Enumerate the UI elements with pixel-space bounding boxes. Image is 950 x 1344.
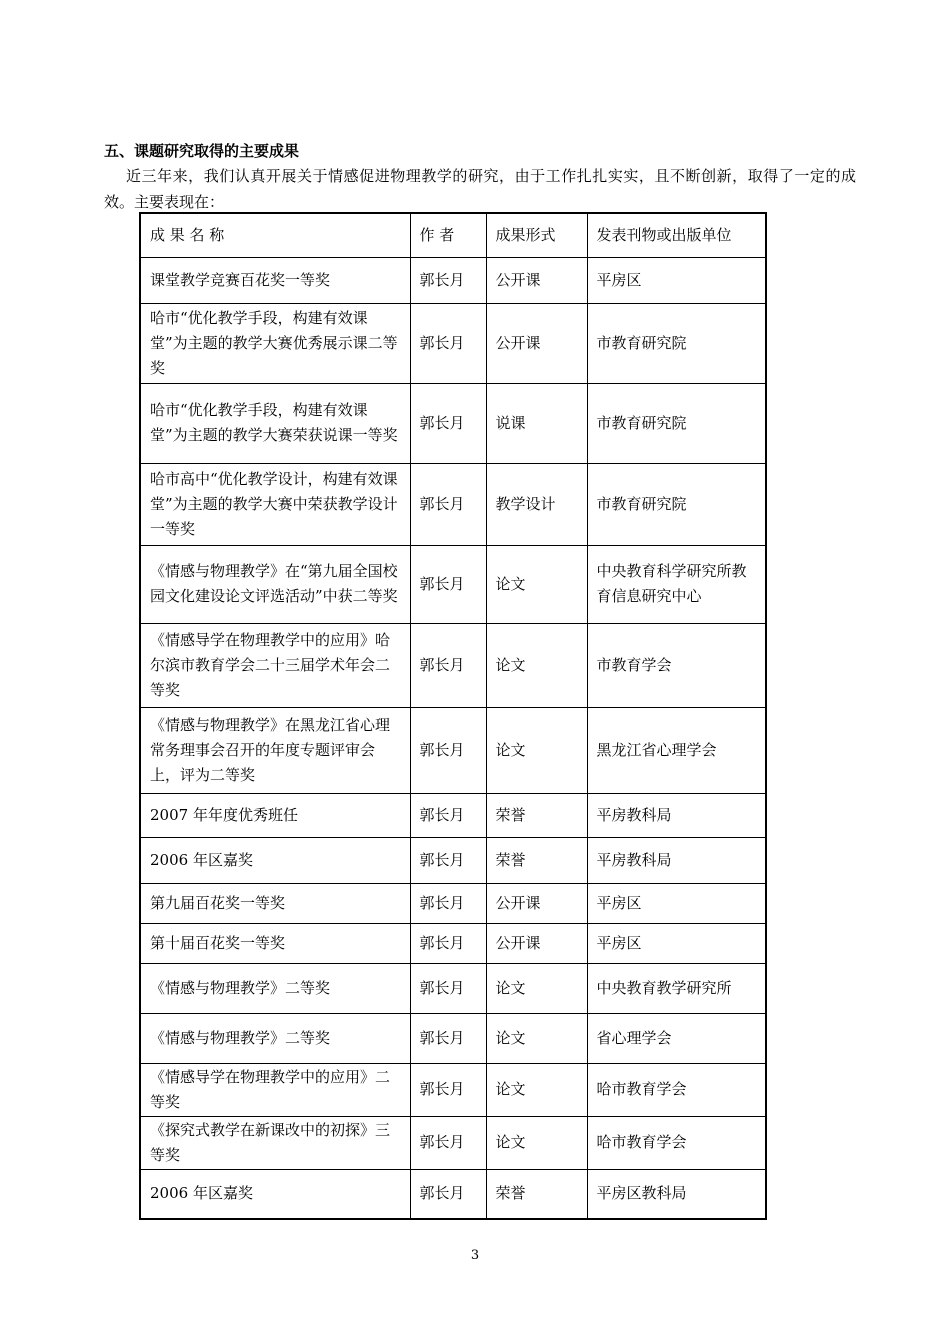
achievement-name-cell: 哈市高中“优化教学设计，构建有效课堂”为主题的教学大赛中荣获教学设计一等奖 bbox=[140, 463, 410, 545]
header-form: 成果形式 bbox=[486, 213, 587, 257]
table-row bbox=[140, 1013, 766, 1063]
header-publisher: 发表刊物或出版单位 bbox=[587, 213, 766, 257]
table-row bbox=[140, 1169, 766, 1219]
publisher-cell: 市教育研究院 bbox=[587, 463, 766, 545]
form-cell: 论文 bbox=[486, 1063, 587, 1116]
achievement-name-cell: 《探究式教学在新课改中的初探》三等奖 bbox=[140, 1116, 410, 1169]
author-cell: 郭长月 bbox=[410, 257, 486, 303]
author-cell: 郭长月 bbox=[410, 883, 486, 923]
author-cell: 郭长月 bbox=[410, 837, 486, 883]
table-row bbox=[140, 1116, 766, 1169]
author-cell: 郭长月 bbox=[410, 923, 486, 963]
publisher-cell: 黑龙江省心理学会 bbox=[587, 707, 766, 793]
table-row bbox=[140, 463, 766, 545]
achievement-name-cell: 课堂教学竞赛百花奖一等奖 bbox=[140, 257, 410, 303]
achievement-name-cell: 2006 年区嘉奖 bbox=[140, 837, 410, 883]
author-cell: 郭长月 bbox=[410, 963, 486, 1013]
achievement-name-cell: 2007 年年度优秀班任 bbox=[140, 793, 410, 837]
form-cell: 论文 bbox=[486, 1116, 587, 1169]
form-cell: 论文 bbox=[486, 707, 587, 793]
achievement-name-cell: 《情感与物理教学》二等奖 bbox=[140, 1013, 410, 1063]
form-cell: 荣誉 bbox=[486, 1169, 587, 1219]
achievement-name-cell: 《情感与物理教学》在黑龙江省心理常务理事会召开的年度专题评审会上，评为二等奖 bbox=[140, 707, 410, 793]
achievement-name-cell: 2006 年区嘉奖 bbox=[140, 1169, 410, 1219]
publisher-cell: 中央教育科学研究所教育信息研究中心 bbox=[587, 545, 766, 623]
author-cell: 郭长月 bbox=[410, 793, 486, 837]
author-cell: 郭长月 bbox=[410, 707, 486, 793]
table-row bbox=[140, 545, 766, 623]
form-cell: 论文 bbox=[486, 963, 587, 1013]
form-cell: 公开课 bbox=[486, 923, 587, 963]
table-row bbox=[140, 623, 766, 707]
table-row bbox=[140, 963, 766, 1013]
author-cell: 郭长月 bbox=[410, 1169, 486, 1219]
author-cell: 郭长月 bbox=[410, 303, 486, 383]
publisher-cell: 平房区教科局 bbox=[587, 1169, 766, 1219]
publisher-cell: 平房区 bbox=[587, 257, 766, 303]
form-cell: 论文 bbox=[486, 1013, 587, 1063]
form-cell: 公开课 bbox=[486, 303, 587, 383]
publisher-cell: 哈市教育学会 bbox=[587, 1116, 766, 1169]
form-cell: 公开课 bbox=[486, 257, 587, 303]
achievement-name-cell: 哈市“优化教学手段，构建有效课堂”为主题的教学大赛荣获说课一等奖 bbox=[140, 383, 410, 463]
achievement-name-cell: 第九届百花奖一等奖 bbox=[140, 883, 410, 923]
form-cell: 论文 bbox=[486, 545, 587, 623]
publisher-cell: 市教育研究院 bbox=[587, 383, 766, 463]
author-cell: 郭长月 bbox=[410, 1063, 486, 1116]
form-cell: 荣誉 bbox=[486, 793, 587, 837]
author-cell: 郭长月 bbox=[410, 383, 486, 463]
publisher-cell: 市教育学会 bbox=[587, 623, 766, 707]
table-row bbox=[140, 923, 766, 963]
publisher-cell: 中央教育教学研究所 bbox=[587, 963, 766, 1013]
intro-paragraph: 近三年来，我们认真开展关于情感促进物理教学的研究，由于工作扎扎实实，且不断创新，取得了一定的成效。主要表现在： bbox=[104, 167, 856, 211]
author-cell: 郭长月 bbox=[410, 1116, 486, 1169]
page-number: 3 bbox=[470, 1248, 480, 1263]
table-row bbox=[140, 793, 766, 837]
header-achievement-name: 成 果 名 称 bbox=[140, 213, 410, 257]
header-author: 作 者 bbox=[410, 213, 486, 257]
achievement-name-cell: 《情感导学在物理教学中的应用》二等奖 bbox=[140, 1063, 410, 1116]
table-row bbox=[140, 1063, 766, 1116]
author-cell: 郭长月 bbox=[410, 463, 486, 545]
publisher-cell: 省心理学会 bbox=[587, 1013, 766, 1063]
section-heading: 五、课题研究取得的主要成果 bbox=[104, 142, 300, 160]
form-cell: 公开课 bbox=[486, 883, 587, 923]
achievement-name-cell: 第十届百花奖一等奖 bbox=[140, 923, 410, 963]
author-cell: 郭长月 bbox=[410, 545, 486, 623]
achievement-name-cell: 《情感导学在物理教学中的应用》哈尔滨市教育学会二十三届学术年会二等奖 bbox=[140, 623, 410, 707]
author-cell: 郭长月 bbox=[410, 623, 486, 707]
form-cell: 教学设计 bbox=[486, 463, 587, 545]
table-row bbox=[140, 383, 766, 463]
publisher-cell: 市教育研究院 bbox=[587, 303, 766, 383]
achievements-table bbox=[139, 212, 767, 1220]
publisher-cell: 平房区 bbox=[587, 923, 766, 963]
publisher-cell: 哈市教育学会 bbox=[587, 1063, 766, 1116]
achievement-name-cell: 《情感与物理教学》二等奖 bbox=[140, 963, 410, 1013]
table-header-row bbox=[140, 213, 766, 257]
table-row bbox=[140, 837, 766, 883]
achievement-name-cell: 哈市“优化教学手段，构建有效课堂”为主题的教学大赛优秀展示课二等奖 bbox=[140, 303, 410, 383]
author-cell: 郭长月 bbox=[410, 1013, 486, 1063]
publisher-cell: 平房教科局 bbox=[587, 793, 766, 837]
table-row bbox=[140, 707, 766, 793]
table-row bbox=[140, 303, 766, 383]
publisher-cell: 平房教科局 bbox=[587, 837, 766, 883]
form-cell: 论文 bbox=[486, 623, 587, 707]
achievement-name-cell: 《情感与物理教学》在“第九届全国校园文化建设论文评选活动”中获二等奖 bbox=[140, 545, 410, 623]
publisher-cell: 平房区 bbox=[587, 883, 766, 923]
table-row bbox=[140, 883, 766, 923]
table-row bbox=[140, 257, 766, 303]
form-cell: 说课 bbox=[486, 383, 587, 463]
form-cell: 荣誉 bbox=[486, 837, 587, 883]
